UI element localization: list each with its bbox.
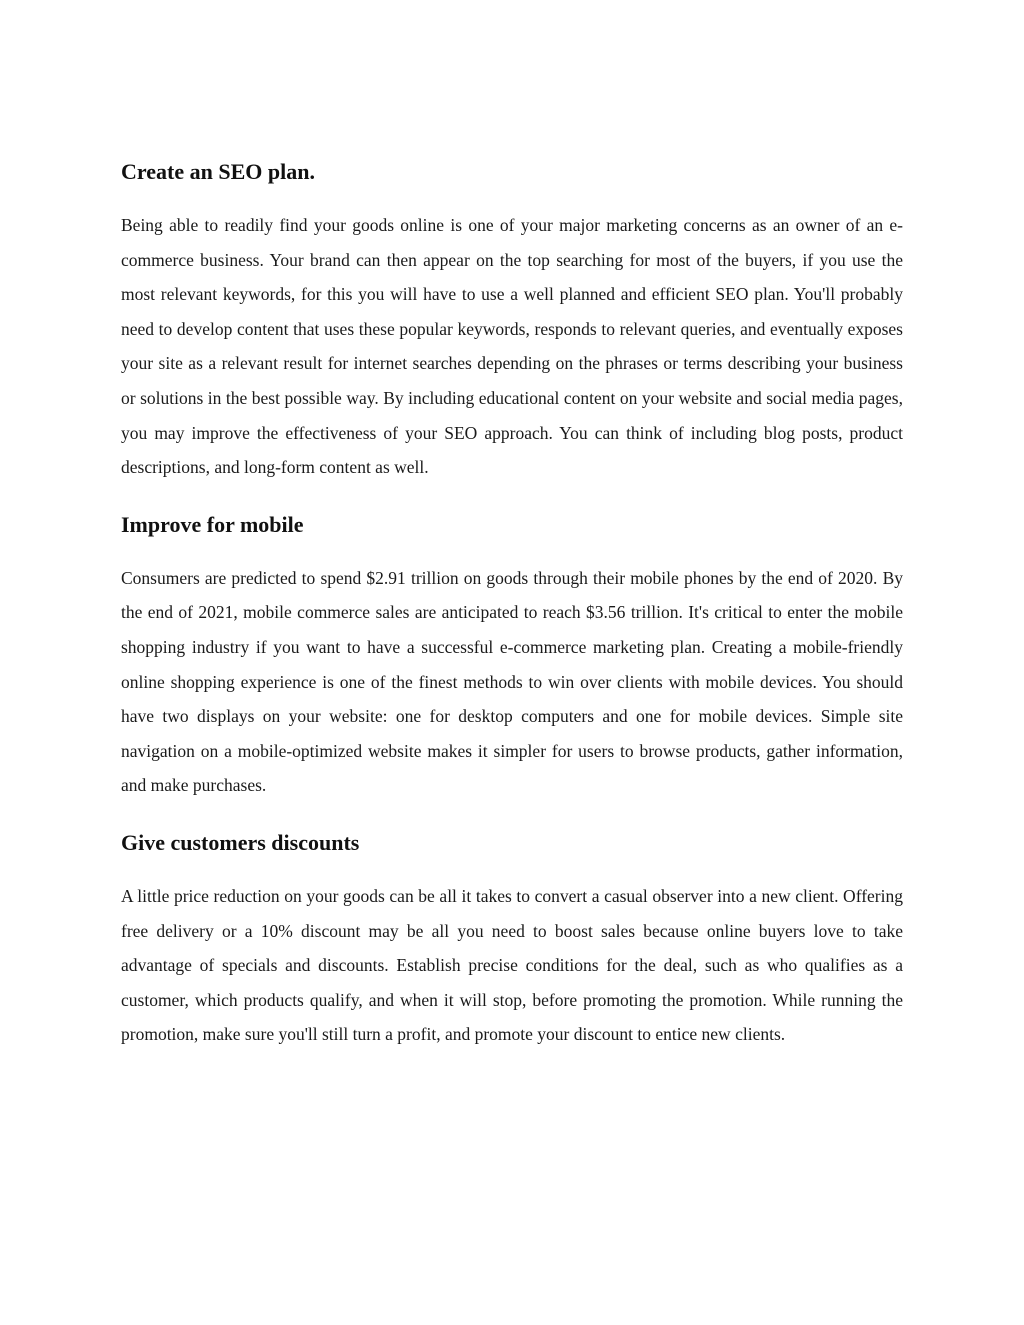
section-discounts <box>121 823 903 1052</box>
section-heading: Create an SEO plan. <box>121 159 315 184</box>
section-paragraph: A little price reduction on your goods can be all it takes to convert a casual observer into a new client. Offering free delivery or a 10% discount may be all you need to boost sales because online buyers love to take advantage of specials and discounts. Establish precise conditions for the deal, such as who qualifies as a customer, which products qualify, and when it will stop, before promoting the promotion. While running the promotion, make sure you'll still turn a profit, and promote your discount to entice new clients. <box>121 885 903 1045</box>
section-paragraph: Being able to readily find your goods online is one of your major marketing concerns as an owner of an e-commerce business. Your brand can then appear on the top searching for most of the buyers, if you use the most relevant keywords, for this you will have to use a well planned and efficient SEO plan. You'll probably need to develop content that uses these popular keywords, responds to relevant queries, and eventually exposes your site as a relevant result for internet searches depending on the phrases or terms describing your business or solutions in the best possible way. By including educational content on your website and social media pages, you may improve the effectiveness of your SEO approach. You can think of including blog posts, product descriptions, and long-form content as well. <box>121 215 903 478</box>
section-heading: Improve for mobile <box>121 511 304 537</box>
section-heading: Give customers discounts <box>121 829 360 855</box>
section-improve-mobile <box>121 505 903 803</box>
section-seo-plan <box>121 152 903 485</box>
section-paragraph: Consumers are predicted to spend $2.91 trillion on goods through their mobile phones by the end of 2020. By the end of 2021, mobile commerce sales are anticipated to reach $3.56 trillion. It's critical to enter the mobile shopping industry if you want to have a successful e-commerce marketing plan. Creating a mobile-friendly online shopping experience is one of the finest methods to win over clients with mobile devices. You should have two displays on your website: one for desktop computers and one for mobile devices. Simple site navigation on a mobile-optimized website makes it simpler for users to browse products, gather information, and make purchases. <box>121 567 903 796</box>
document-page <box>121 152 903 1072</box>
